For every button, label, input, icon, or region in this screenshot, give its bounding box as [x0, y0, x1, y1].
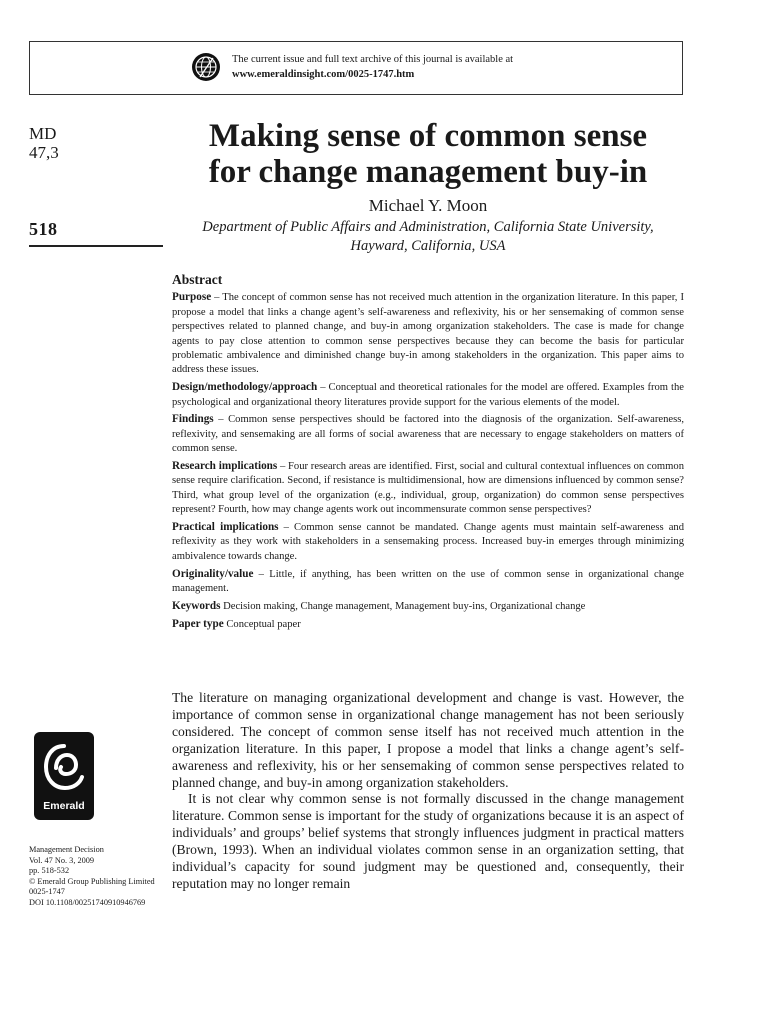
abstract-text: Conceptual paper	[223, 618, 301, 630]
author-affiliation: Department of Public Affairs and Administration, California State University, Hayward, California, USA	[202, 219, 654, 254]
pub-issn: 0025-1747	[29, 887, 65, 896]
abstract-heading: Abstract	[172, 272, 223, 287]
article-title	[172, 118, 684, 190]
article-title-line1: Making sense of common sense	[208, 118, 648, 154]
abstract-label: Design/methodology/approach	[172, 381, 318, 394]
abstract-text: – Four research areas are identified. First, social and cultural contextual influences on common sense require clarification. Second, if resistance is multidimensional, how are dimensions influenced by common sense? Third, what group level of the organization (e.g., individual, group, organization) do common sense perspectives represent? Fourth, how may change agents work out incommensurate common sense perspectives?	[172, 461, 684, 516]
abstract-label: Keywords	[172, 599, 221, 612]
abstract-originality	[172, 567, 684, 597]
article-title-line2: for change management buy-in	[208, 154, 648, 190]
body-paragraph: It is not clear why common sense is not formally discussed in the change management literature. Common sense is important for the study of organizations because it is an aspect of individuals’ and groups’ belief systems that strongly influences judgment in practical matters (Brown, 1993). When an individual violates common sense in an organization setting, that individual’s capacity for sound judgment may be questioned and, consequently, their reputation may no longer remain	[172, 791, 684, 891]
volume-issue: 47,3	[29, 143, 59, 162]
abstract-label: Research implications	[172, 460, 278, 473]
journal-abbrev: MD	[29, 124, 57, 143]
journal-url-link[interactable]: www.emeraldinsight.com/0025-1747.htm	[232, 69, 415, 80]
globe-icon	[191, 52, 221, 82]
abstract-label: Findings	[172, 413, 214, 426]
pub-journal: Management Decision	[29, 845, 104, 854]
abstract-text: – Conceptual and theoretical rationales for the model are offered. Examples from the psychological and organizational theory literatures provide support for the various elements of the model.	[172, 382, 684, 408]
pub-doi: DOI 10.1108/00251740910946769	[29, 897, 146, 907]
page-number: 518	[29, 219, 58, 239]
abstract-label: Purpose	[172, 291, 212, 304]
emerald-logo-word: Emerald	[43, 800, 85, 812]
abstract	[172, 273, 684, 634]
abstract-research-implications	[172, 459, 684, 518]
pub-pages: pp. 518-532	[29, 866, 70, 875]
header-text	[232, 52, 513, 82]
header-availability-text: The current issue and full text archive of this journal is available at	[232, 54, 514, 65]
body-text	[172, 690, 684, 893]
journal-availability-box	[29, 41, 683, 95]
abstract-text: – The concept of common sense has not received much attention in the organization literature. In this paper, I propose a model that links a change agent’s self-awareness and reflexivity, his or her sensemaking of common sense perspectives related to planned change, and buy-in among organization stakeholders. The case is made for change agents to pay close attention to common sense perspectives because they can become the basis for particular problematic ambivalence and diminished change buy-in among stakeholders in the organization. This paper aims to address these issues.	[172, 292, 684, 376]
abstract-text: – Little, if anything, has been written on the use of common sense in organizational change management.	[172, 568, 684, 595]
abstract-paper-type	[172, 617, 684, 632]
emerald-logo	[34, 732, 94, 820]
publication-info	[29, 845, 169, 908]
pub-copyright: © Emerald Group Publishing Limited	[29, 876, 155, 886]
abstract-text: – Common sense cannot be mandated. Change agents must maintain self-awareness and reflexivity as they work with stakeholders in a sensemaking process. Increased buy-in emerges through minimizing ambivalence towards change.	[172, 522, 684, 562]
emerald-e-icon	[42, 742, 86, 792]
abstract-practical-implications	[172, 520, 684, 564]
pub-volume: Vol. 47 No. 3, 2009	[29, 855, 95, 865]
page-number-rule	[29, 245, 163, 247]
abstract-purpose	[172, 290, 684, 377]
abstract-design	[172, 380, 684, 410]
journal-code	[29, 124, 59, 162]
abstract-text: – Common sense perspectives should be factored into the diagnosis of the organization. Self-awareness, reflexivity, and sensemaking are all forms of social awareness that are necessary to engage stakeholders on matters of common sense.	[172, 414, 684, 455]
abstract-label: Originality/value	[172, 567, 254, 580]
abstract-label: Paper type	[172, 617, 224, 630]
author-name: Michael Y. Moon	[368, 196, 488, 215]
abstract-findings	[172, 412, 684, 456]
body-paragraph: The literature on managing organizational development and change is vast. However, the importance of common sense in organizational change management has not been seriously considered. The concept of common sense itself has not received much attention in the organization literature. In this paper, I propose a model that links a change agent’s self-awareness and reflexivity, his or her sensemaking of common sense perspectives related to planned change, and buy-in among organization stakeholders.	[172, 690, 684, 790]
abstract-keywords	[172, 599, 684, 614]
abstract-label: Practical implications	[172, 521, 279, 534]
abstract-text: Decision making, Change management, Management buy-ins, Organizational change	[220, 600, 586, 612]
